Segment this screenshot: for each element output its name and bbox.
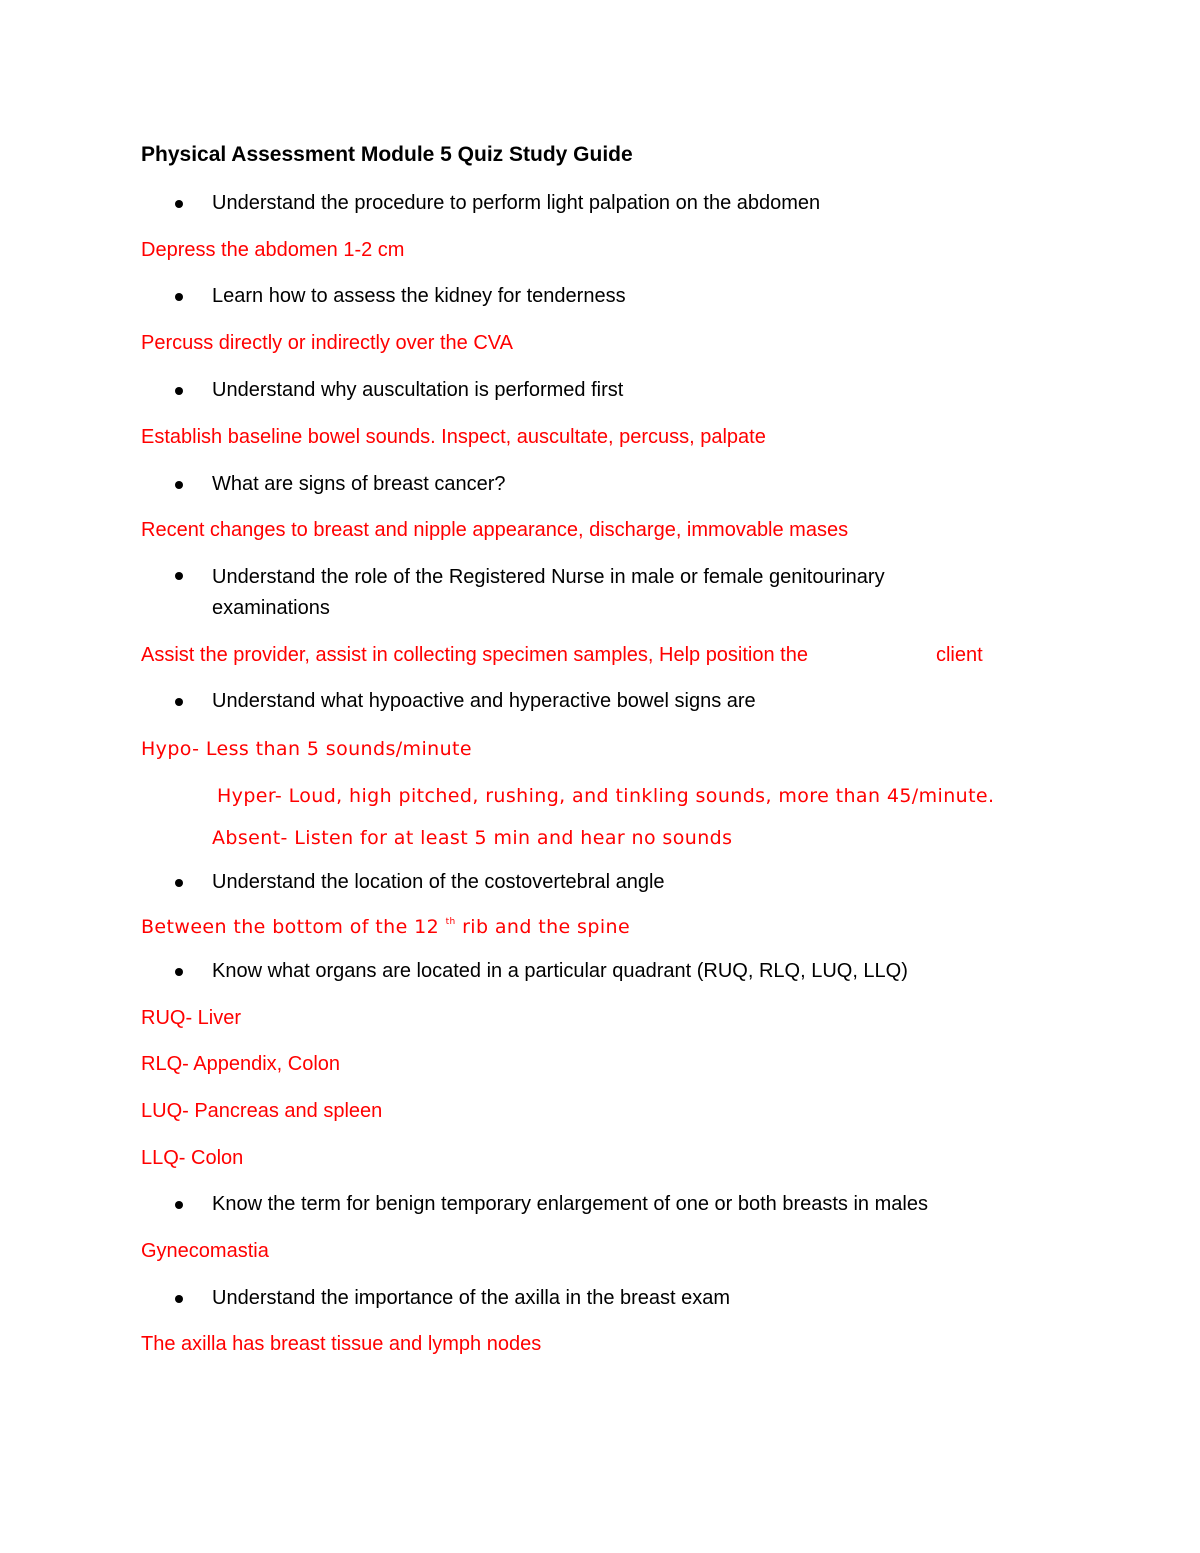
question-text: Understand the location of the costovertebral angle xyxy=(212,871,665,893)
question-2 xyxy=(212,283,626,309)
answer-8-rlq: RLQ- Appendix, Colon xyxy=(141,1053,341,1075)
bullet-icon xyxy=(175,387,183,395)
question-10 xyxy=(212,1285,730,1311)
answer-6-absent: Absent- Listen for at least 5 min and hear no sounds xyxy=(212,827,733,849)
question-8 xyxy=(212,958,908,984)
question-5 xyxy=(212,562,972,624)
question-4 xyxy=(212,471,505,497)
answer-text-continued: client xyxy=(935,644,983,666)
question-text: Understand the procedure to perform light palpation on the abdomen xyxy=(212,192,821,214)
answer-8-luq: LUQ- Pancreas and spleen xyxy=(141,1100,383,1122)
question-text: What are signs of breast cancer? xyxy=(212,473,506,495)
answer-text: Assist the provider, assist in collecting specimen samples, Help position the xyxy=(141,644,808,666)
bullet-icon xyxy=(175,293,183,301)
answer-4: Recent changes to breast and nipple appearance, discharge, immovable mases xyxy=(141,519,849,541)
answer-9: Gynecomastia xyxy=(141,1240,269,1262)
answer-text: Between the bottom of the 12 xyxy=(141,916,440,938)
bullet-icon xyxy=(175,572,183,580)
answer-6-hypo: Hypo- Less than 5 sounds/minute xyxy=(141,738,472,760)
question-text: Know what organs are located in a particular quadrant (RUQ, RLQ, LUQ, LLQ) xyxy=(212,960,908,982)
question-7 xyxy=(212,869,665,895)
document-title: Physical Assessment Module 5 Quiz Study Guide xyxy=(141,143,633,166)
question-6 xyxy=(212,688,756,714)
answer-2: Percuss directly or indirectly over the CVA xyxy=(141,332,513,354)
question-text: Understand the role of the Registered Nurse in male or female genitourinary examinations xyxy=(212,566,885,619)
question-1 xyxy=(212,190,820,216)
question-text: Understand why auscultation is performed first xyxy=(212,379,624,401)
question-text: Know the term for benign temporary enlargement of one or both breasts in males xyxy=(212,1193,928,1215)
answer-8-ruq: RUQ- Liver xyxy=(141,1007,242,1029)
bullet-icon xyxy=(175,481,183,489)
answer-text-continued: rib and the spine xyxy=(462,916,631,938)
ordinal-superscript: th xyxy=(445,917,456,927)
question-text: Learn how to assess the kidney for tenderness xyxy=(212,285,626,307)
bullet-icon xyxy=(175,879,183,887)
bullet-icon xyxy=(175,1295,183,1303)
question-text: Understand what hypoactive and hyperactive bowel signs are xyxy=(212,690,756,712)
question-9 xyxy=(212,1191,928,1217)
answer-8-llq: LLQ- Colon xyxy=(141,1147,244,1169)
question-text: Understand the importance of the axilla in the breast exam xyxy=(212,1287,731,1309)
bullet-icon xyxy=(175,968,183,976)
answer-6-hyper: Hyper- Loud, high pitched, rushing, and tinkling sounds, more than 45/minute. xyxy=(217,785,995,807)
answer-3: Establish baseline bowel sounds. Inspect, auscultate, percuss, palpate xyxy=(141,426,766,448)
bullet-icon xyxy=(175,1201,183,1209)
question-3 xyxy=(212,377,623,403)
bullet-icon xyxy=(175,200,183,208)
answer-5 xyxy=(141,642,983,668)
answer-7 xyxy=(141,914,630,940)
answer-10: The axilla has breast tissue and lymph nodes xyxy=(141,1333,542,1355)
bullet-icon xyxy=(175,698,183,706)
answer-1: Depress the abdomen 1-2 cm xyxy=(141,239,405,261)
